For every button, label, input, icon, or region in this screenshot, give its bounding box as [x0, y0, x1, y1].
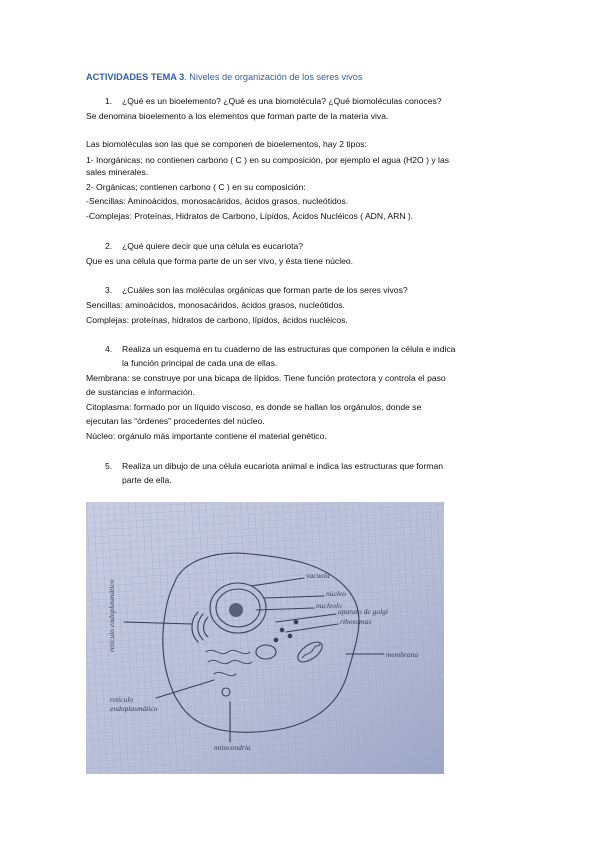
answer-line: Núcleo: orgánulo más importante contiene el material genético. [86, 431, 327, 441]
label-ribosomas: ribosomas [340, 617, 372, 626]
document-title [86, 72, 362, 82]
answer-line: sales minerales. [86, 167, 149, 177]
answer-line: Citoplasma: formado por un líquido viscoso, es donde se hallan los orgánulos, donde se [86, 402, 422, 412]
label-golgi: aparato de golgi [338, 607, 388, 616]
answer-line: Las biomoléculas son las que se componen de bioelementos, hay 2 tipos: [86, 139, 367, 149]
question-number: 2. [105, 241, 113, 251]
answer-line: 1- Inorgánicas; no contienen carbono ( C ) en su composición, por ejemplo el agua (H2O ) y las [86, 155, 450, 165]
label-mitocondria: mitocondria [214, 743, 251, 752]
question-number: 4. [105, 344, 113, 354]
answer-line: -Complejas: Proteínas, Hidratos de Carbono, Lípidos, Ácidos Nucléicos ( ADN, ARN ). [86, 211, 414, 221]
cell-drawing [86, 502, 444, 774]
answer-line: Se denomina bioelemento a los elementos que forman parte de la materia viva. [86, 111, 389, 121]
question-text: ¿Qué es un bioelemento? ¿Qué es una biomolécula? ¿Qué biomoléculas conoces? [122, 96, 442, 106]
question-number: 5. [105, 461, 113, 471]
answer-line: -Sencillas: Aminoácidos, monosacáridos, ácidos grasos, nucleótidos. [86, 196, 349, 206]
question-text-cont: parte de ella. [122, 475, 172, 485]
question-text: ¿Qué quiere decir que una célula es eucariota? [122, 241, 304, 251]
question-number: 3. [105, 285, 113, 295]
question-text: Realiza un dibujo de una célula eucariota animal e indica las estructuras que forman [122, 461, 444, 471]
answer-line: ejecutan las “órdenes” procedentes del núcleo. [86, 416, 265, 426]
title-bold: ACTIVIDADES TEMA 3 [86, 72, 185, 82]
answer-line: Que es una célula que forma parte de un ser vivo, y ésta tiene núcleo. [86, 256, 354, 266]
label-membrana: membrana [386, 650, 419, 659]
answer-line: 2- Orgánicas; contienen carbono ( C ) en su composición: [86, 182, 306, 192]
answer-line: Sencillas: aminoácidos, monosacáridos, ácidos grasos, nucleótidos. [86, 300, 345, 310]
question-text: ¿Cuáles son las moléculas orgánicas que forman parte de los seres vivos? [122, 285, 408, 295]
question-number: 1. [105, 96, 113, 106]
title-rest: . Niveles de organización de los seres vivos [184, 72, 363, 82]
label-nucleo: núcleo [326, 589, 346, 598]
svg-text:endoplasmático: endoplasmático [110, 704, 158, 713]
cell-drawing-photo [86, 502, 444, 774]
question-text-cont: la función principal de cada una de ellas. [122, 358, 278, 368]
question-text: Realiza un esquema en tu cuaderno de las estructuras que componen la célula e indica [122, 344, 456, 354]
answer-line: Membrana: se construye por una bicapa de lípidos. Tiene función protectora y controla el paso [86, 373, 446, 383]
answer-line: de sustancias e información. [86, 387, 195, 397]
label-reticulo: retículo [110, 695, 134, 704]
label-nucleolo: nucleolo [316, 601, 342, 610]
label-reticulo-rugoso: retículo endoplasmático [107, 579, 116, 652]
label-vacuola: vacuola [306, 571, 330, 580]
answer-line: Complejas: proteínas, hidratos de carbono, lípidos, ácidos nucléicos. [86, 315, 348, 325]
